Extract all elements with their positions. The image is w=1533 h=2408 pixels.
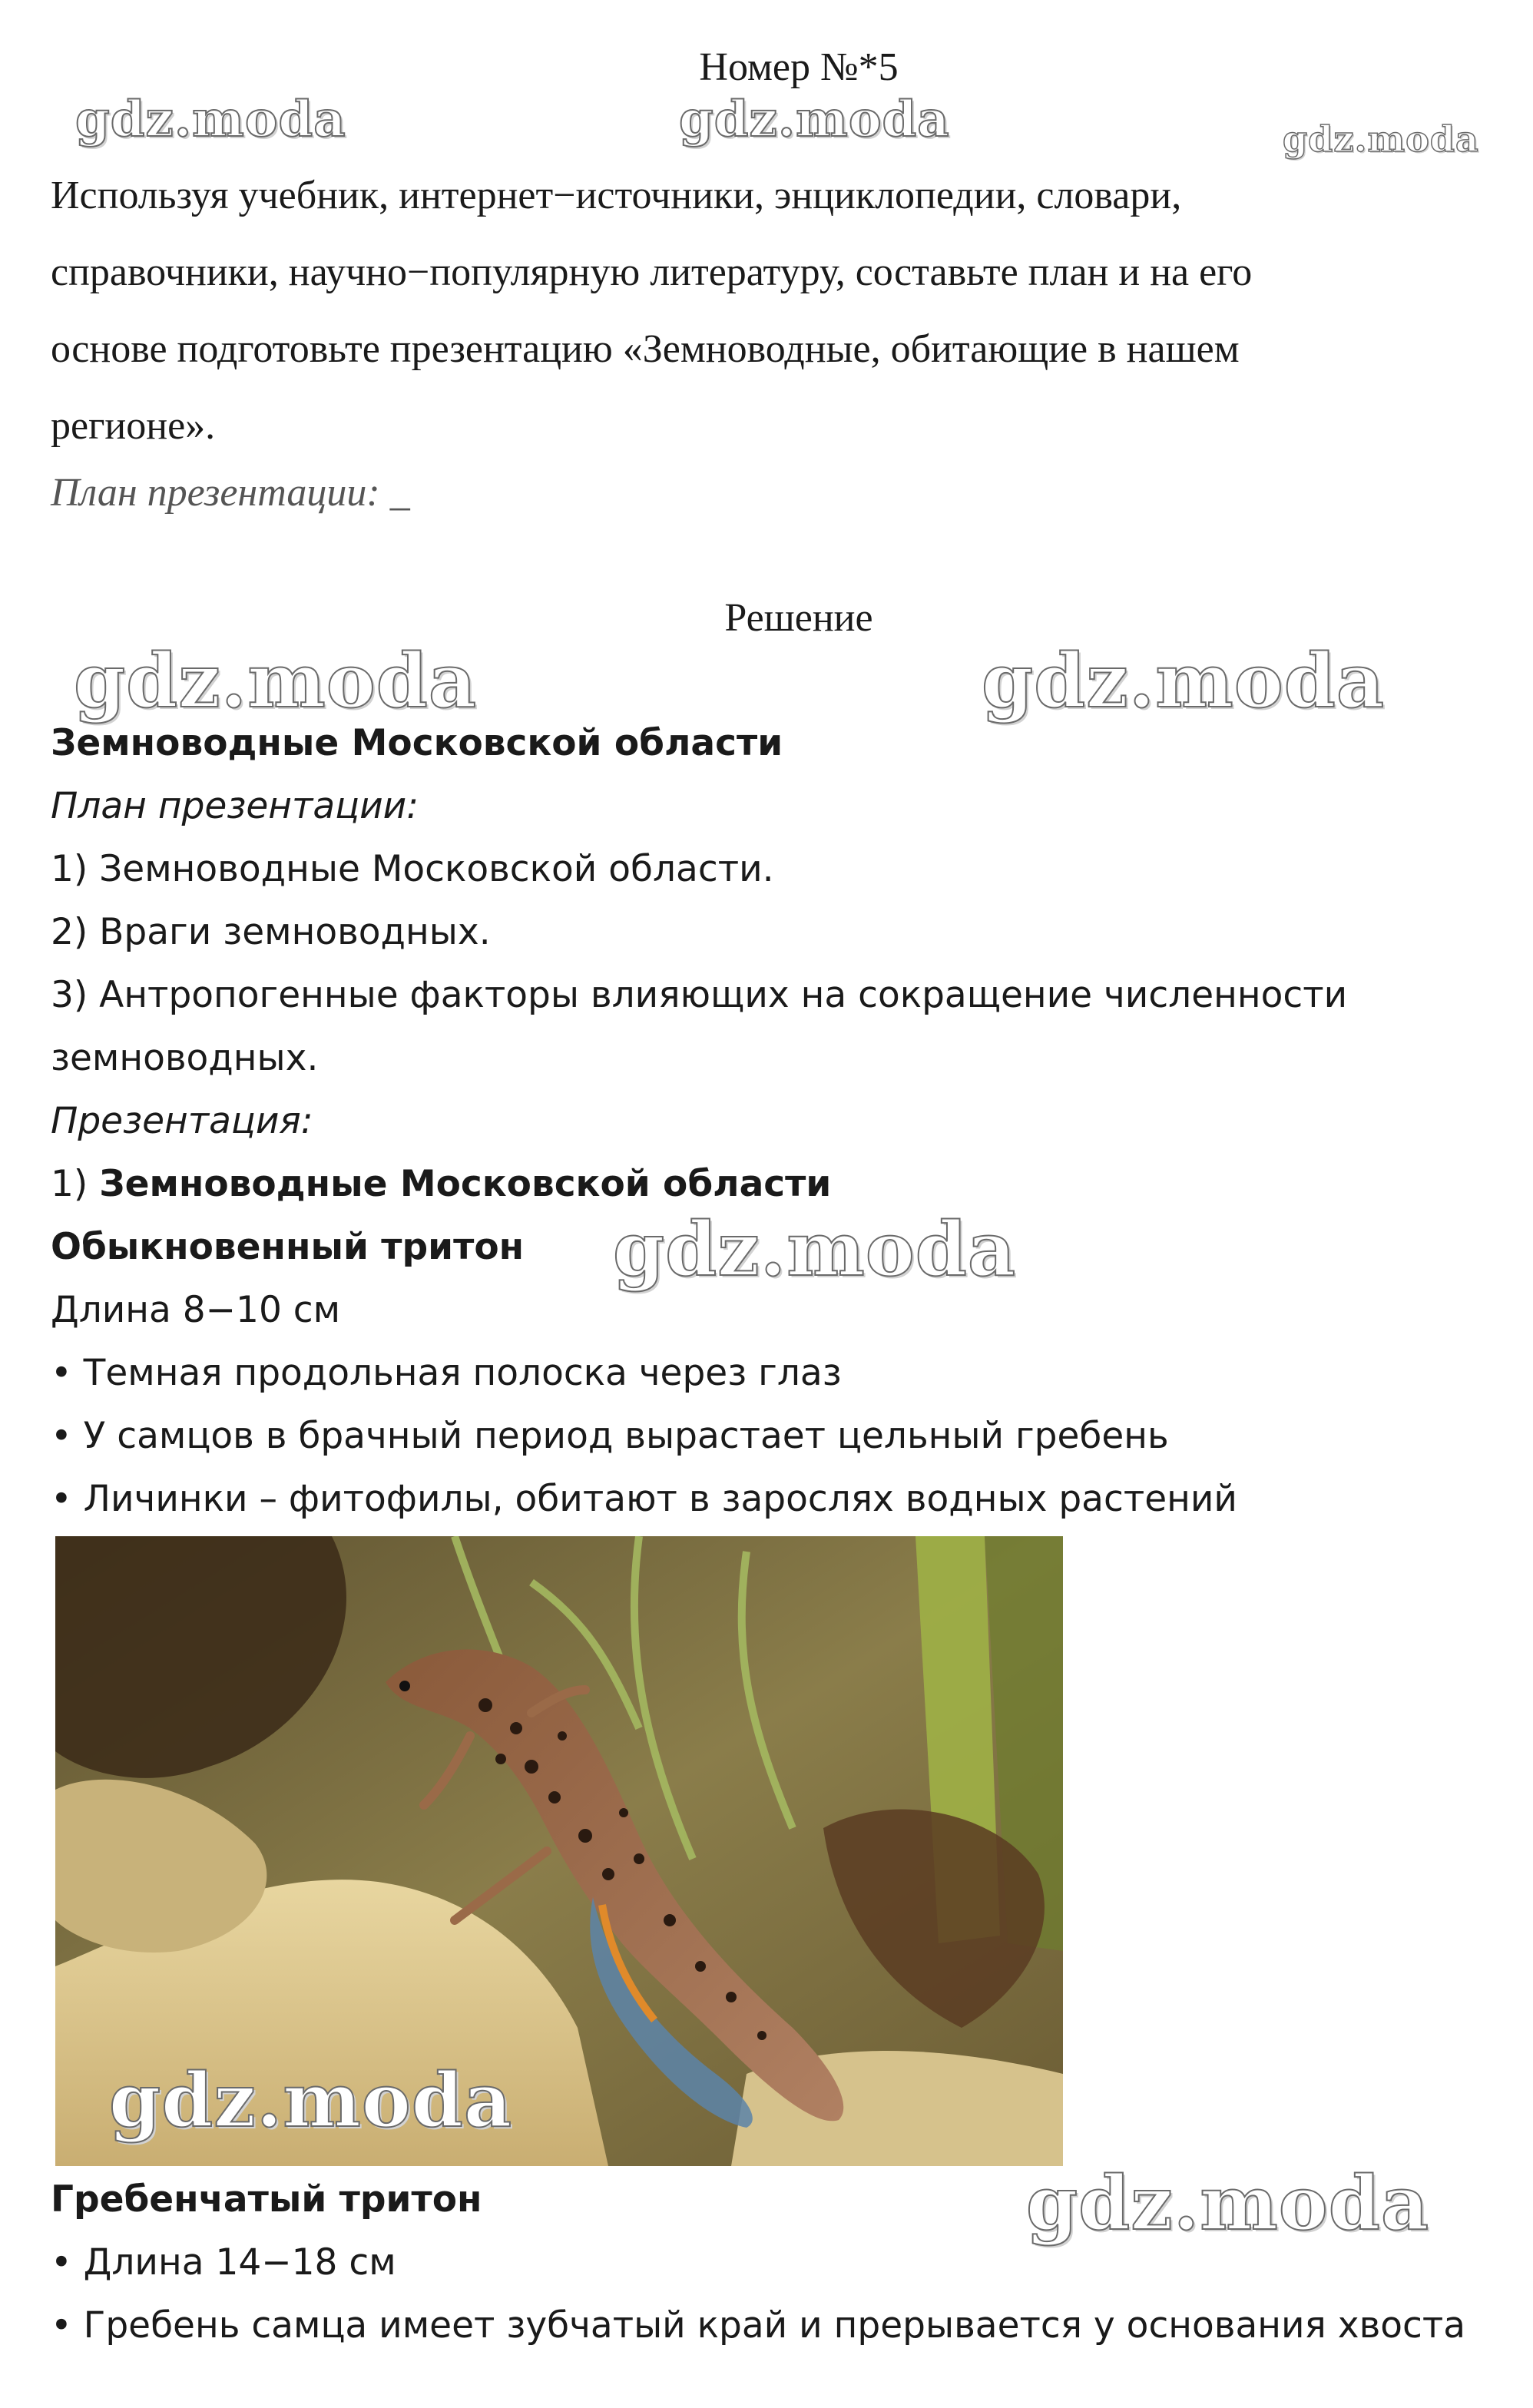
plan-item: 2) Враги земноводных.	[51, 911, 491, 953]
watermark: gdz.moda	[613, 1206, 1017, 1293]
watermark: gdz.moda	[109, 2057, 513, 2144]
watermark: gdz.moda	[679, 91, 950, 148]
watermark: gdz.moda	[1026, 2160, 1430, 2247]
section-number: 1)	[51, 1163, 100, 1205]
bullet-item: • Темная продольная полоска через глаз	[51, 1352, 842, 1394]
solution-heading: Решение	[724, 596, 873, 640]
bullet-item: • Длина 14−18 см	[51, 2241, 396, 2284]
bullet-item: • Гребень самца имеет зубчатый край и прерывается у основания хвоста	[51, 2304, 1466, 2347]
species-name: Гребенчатый тритон	[51, 2178, 482, 2221]
plan-item: земноводных.	[51, 1037, 319, 1079]
task-line: справочники, научно−популярную литературу, составьте план и на его	[51, 250, 1253, 294]
bullet-item: • У самцов в брачный период вырастает цельный гребень	[51, 1415, 1169, 1457]
plan-item: 3) Антропогенные факторы влияющих на сокращение численности	[51, 974, 1348, 1016]
task-line: основе подготовьте презентацию «Земноводные, обитающие в нашем	[51, 327, 1240, 371]
bullet-item: • Личинки – фитофилы, обитают в зарослях водных растений	[51, 1478, 1237, 1520]
watermark: gdz.moda	[74, 638, 478, 724]
task-line: регионе».	[51, 404, 216, 448]
section-title: Земноводные Московской области	[99, 1163, 832, 1205]
species-length: Длина 8−10 см	[51, 1289, 341, 1331]
section-heading	[51, 1163, 831, 1205]
task-text	[51, 157, 1495, 465]
watermark: gdz.moda	[75, 91, 346, 148]
task-line: Используя учебник, интернет−источники, энциклопедии, словари,	[51, 174, 1182, 217]
plan-prompt: План презентации: _	[51, 471, 410, 515]
plan-item: 1) Земноводные Московской области.	[51, 848, 774, 890]
page-title: Номер №*5	[699, 45, 899, 89]
presentation-label: Презентация:	[51, 1100, 313, 1142]
species-name: Обыкновенный тритон	[51, 1226, 525, 1268]
plan-label: План презентации:	[51, 785, 419, 827]
watermark: gdz.moda	[1283, 118, 1479, 160]
solution-title: Земноводные Московской области	[51, 722, 783, 764]
watermark: gdz.moda	[982, 638, 1386, 724]
